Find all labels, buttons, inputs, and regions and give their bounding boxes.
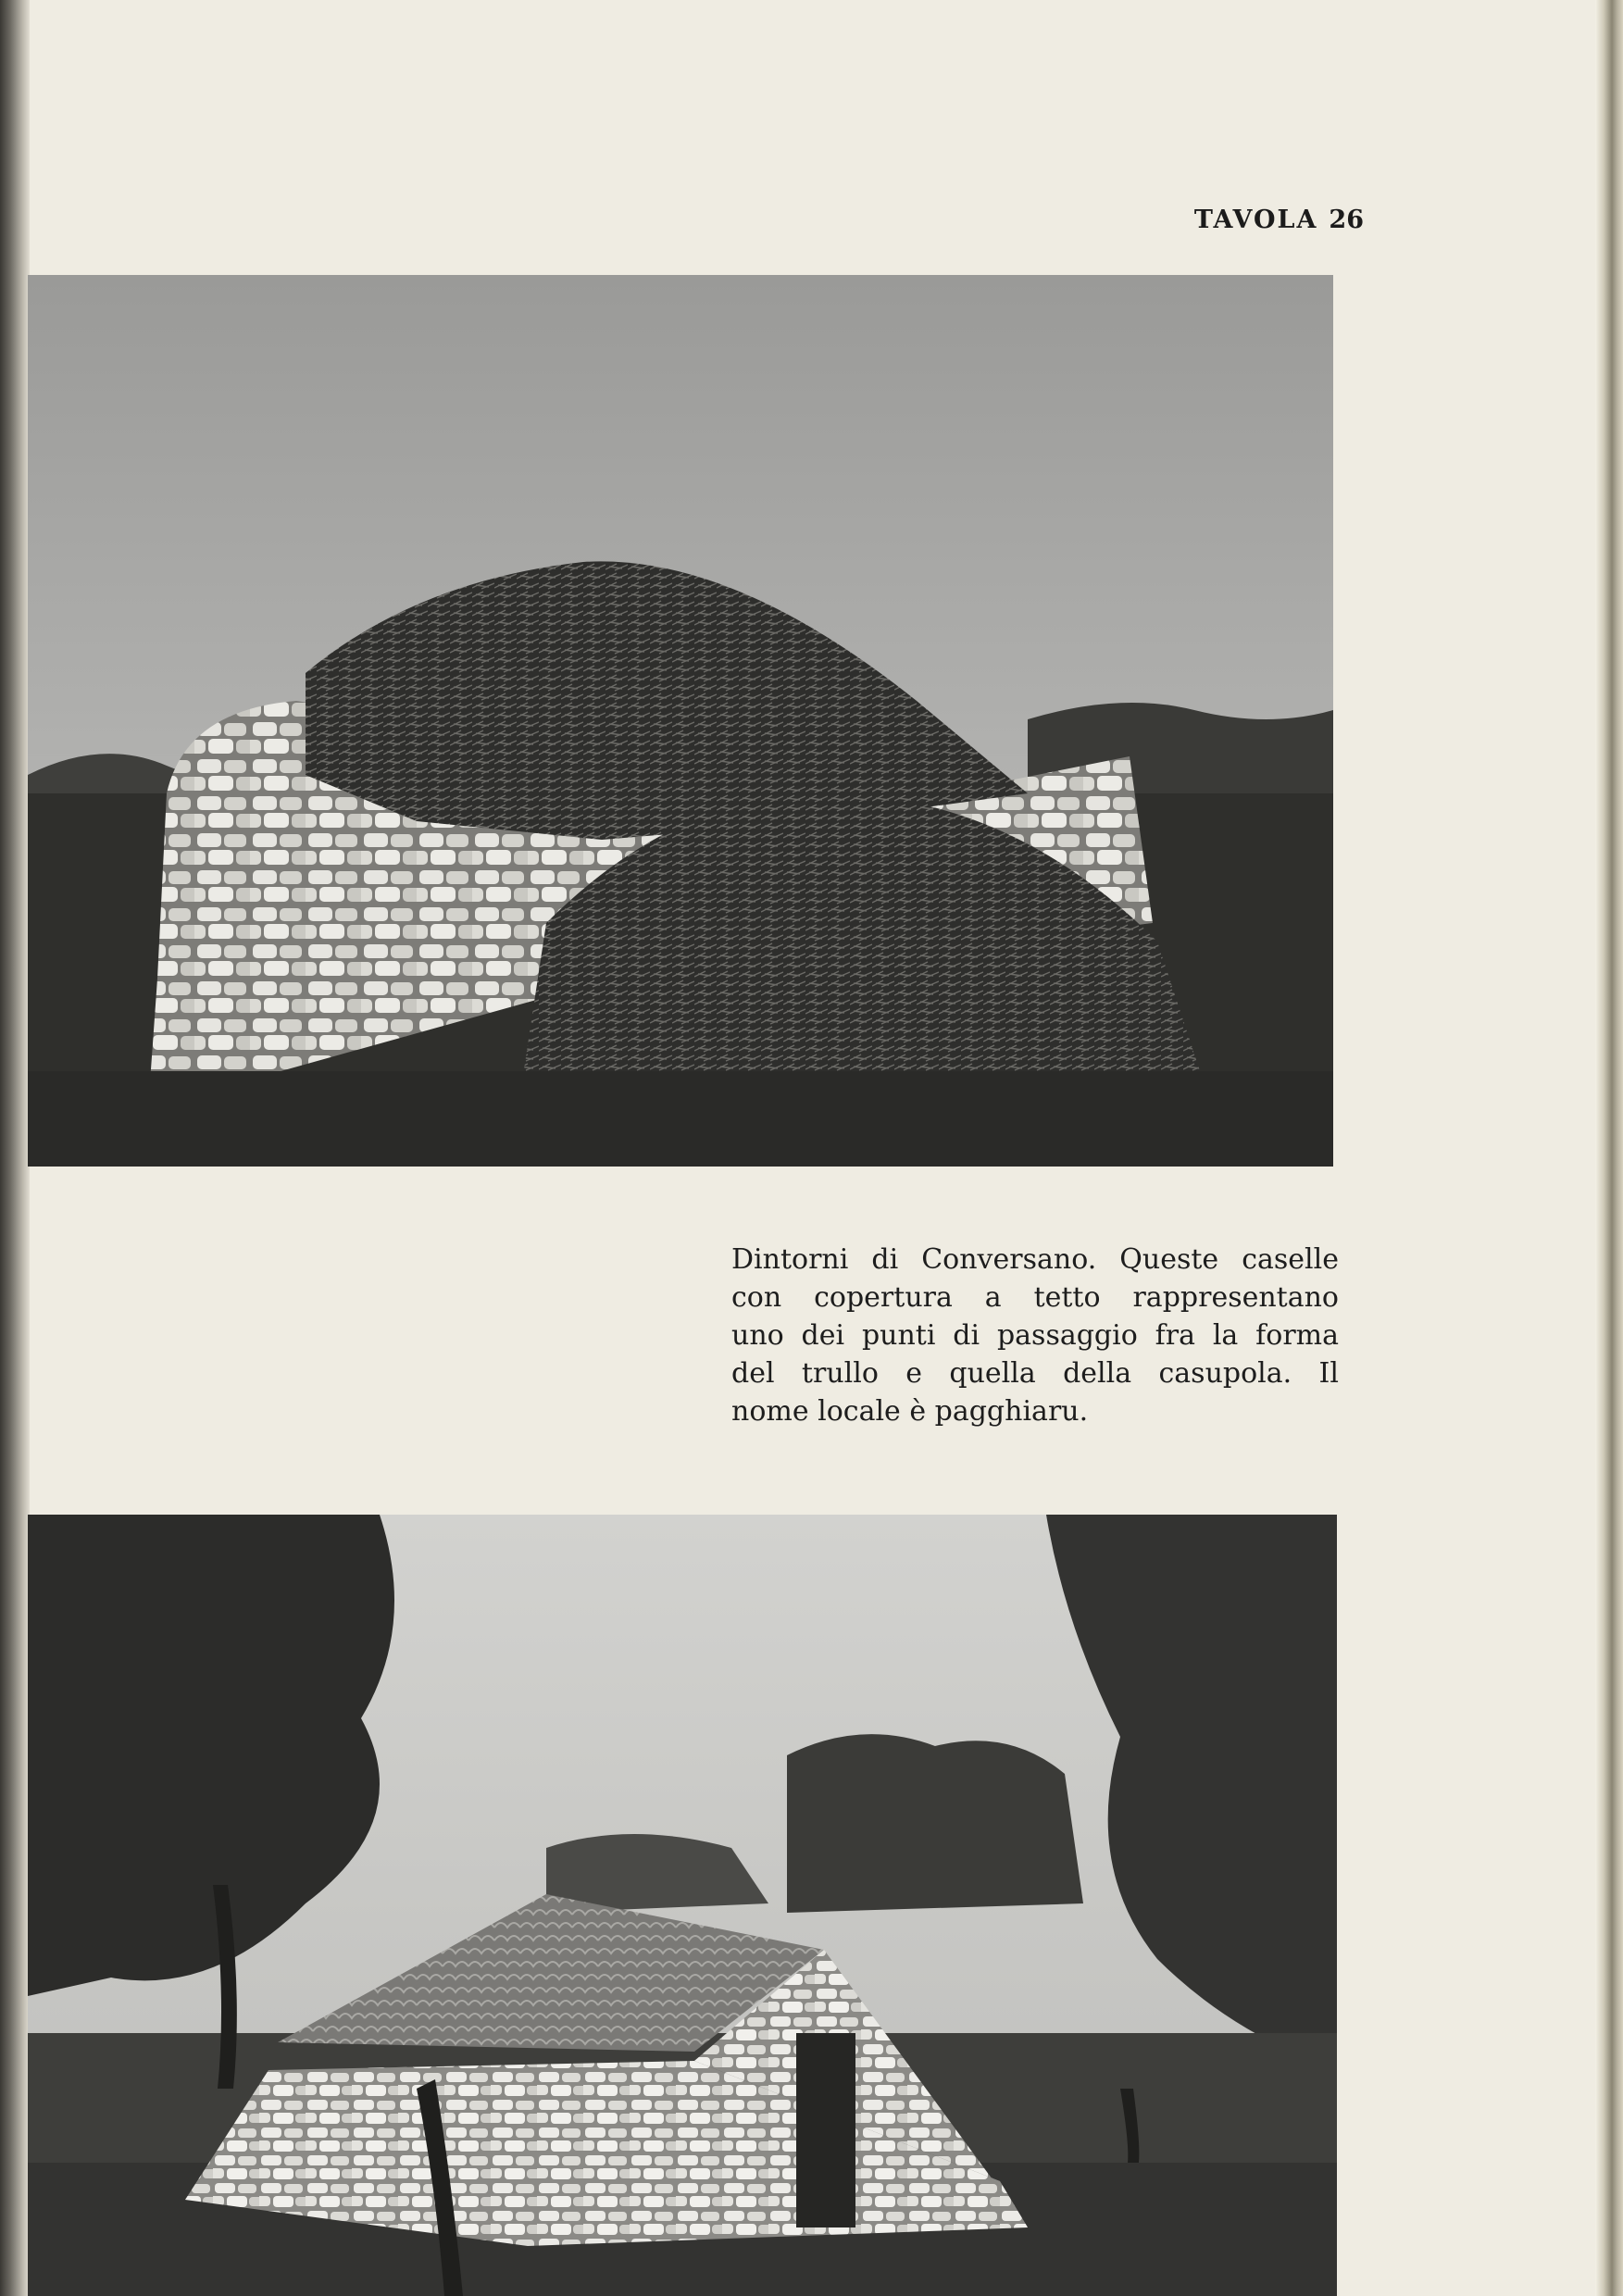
caption-line: nome locale è pagghiaru. — [731, 1395, 1089, 1428]
page-gutter-shadow — [0, 0, 30, 2296]
caption-line: Dintorni di Conversano. Queste caselle — [731, 1243, 1339, 1276]
plate-caption — [731, 1241, 1339, 1430]
caption-line: del trullo e quella della casupola. Il — [731, 1357, 1339, 1390]
caption-line: uno dei punti di passaggio fra la forma — [731, 1319, 1339, 1352]
plate-header — [1194, 206, 1364, 234]
photo-straw-roof-hut-image — [28, 275, 1333, 1167]
photo-straw-roof-hut — [28, 275, 1333, 1167]
caption-line: con copertura a tetto rappresentano — [731, 1281, 1339, 1314]
photo-tiled-roof-hut-image — [28, 1515, 1337, 2296]
page-edge — [1595, 0, 1623, 2296]
photo-tiled-roof-hut — [28, 1515, 1337, 2296]
plate-label: TAVOLA — [1193, 206, 1318, 234]
plate-number: 26 — [1329, 206, 1364, 234]
